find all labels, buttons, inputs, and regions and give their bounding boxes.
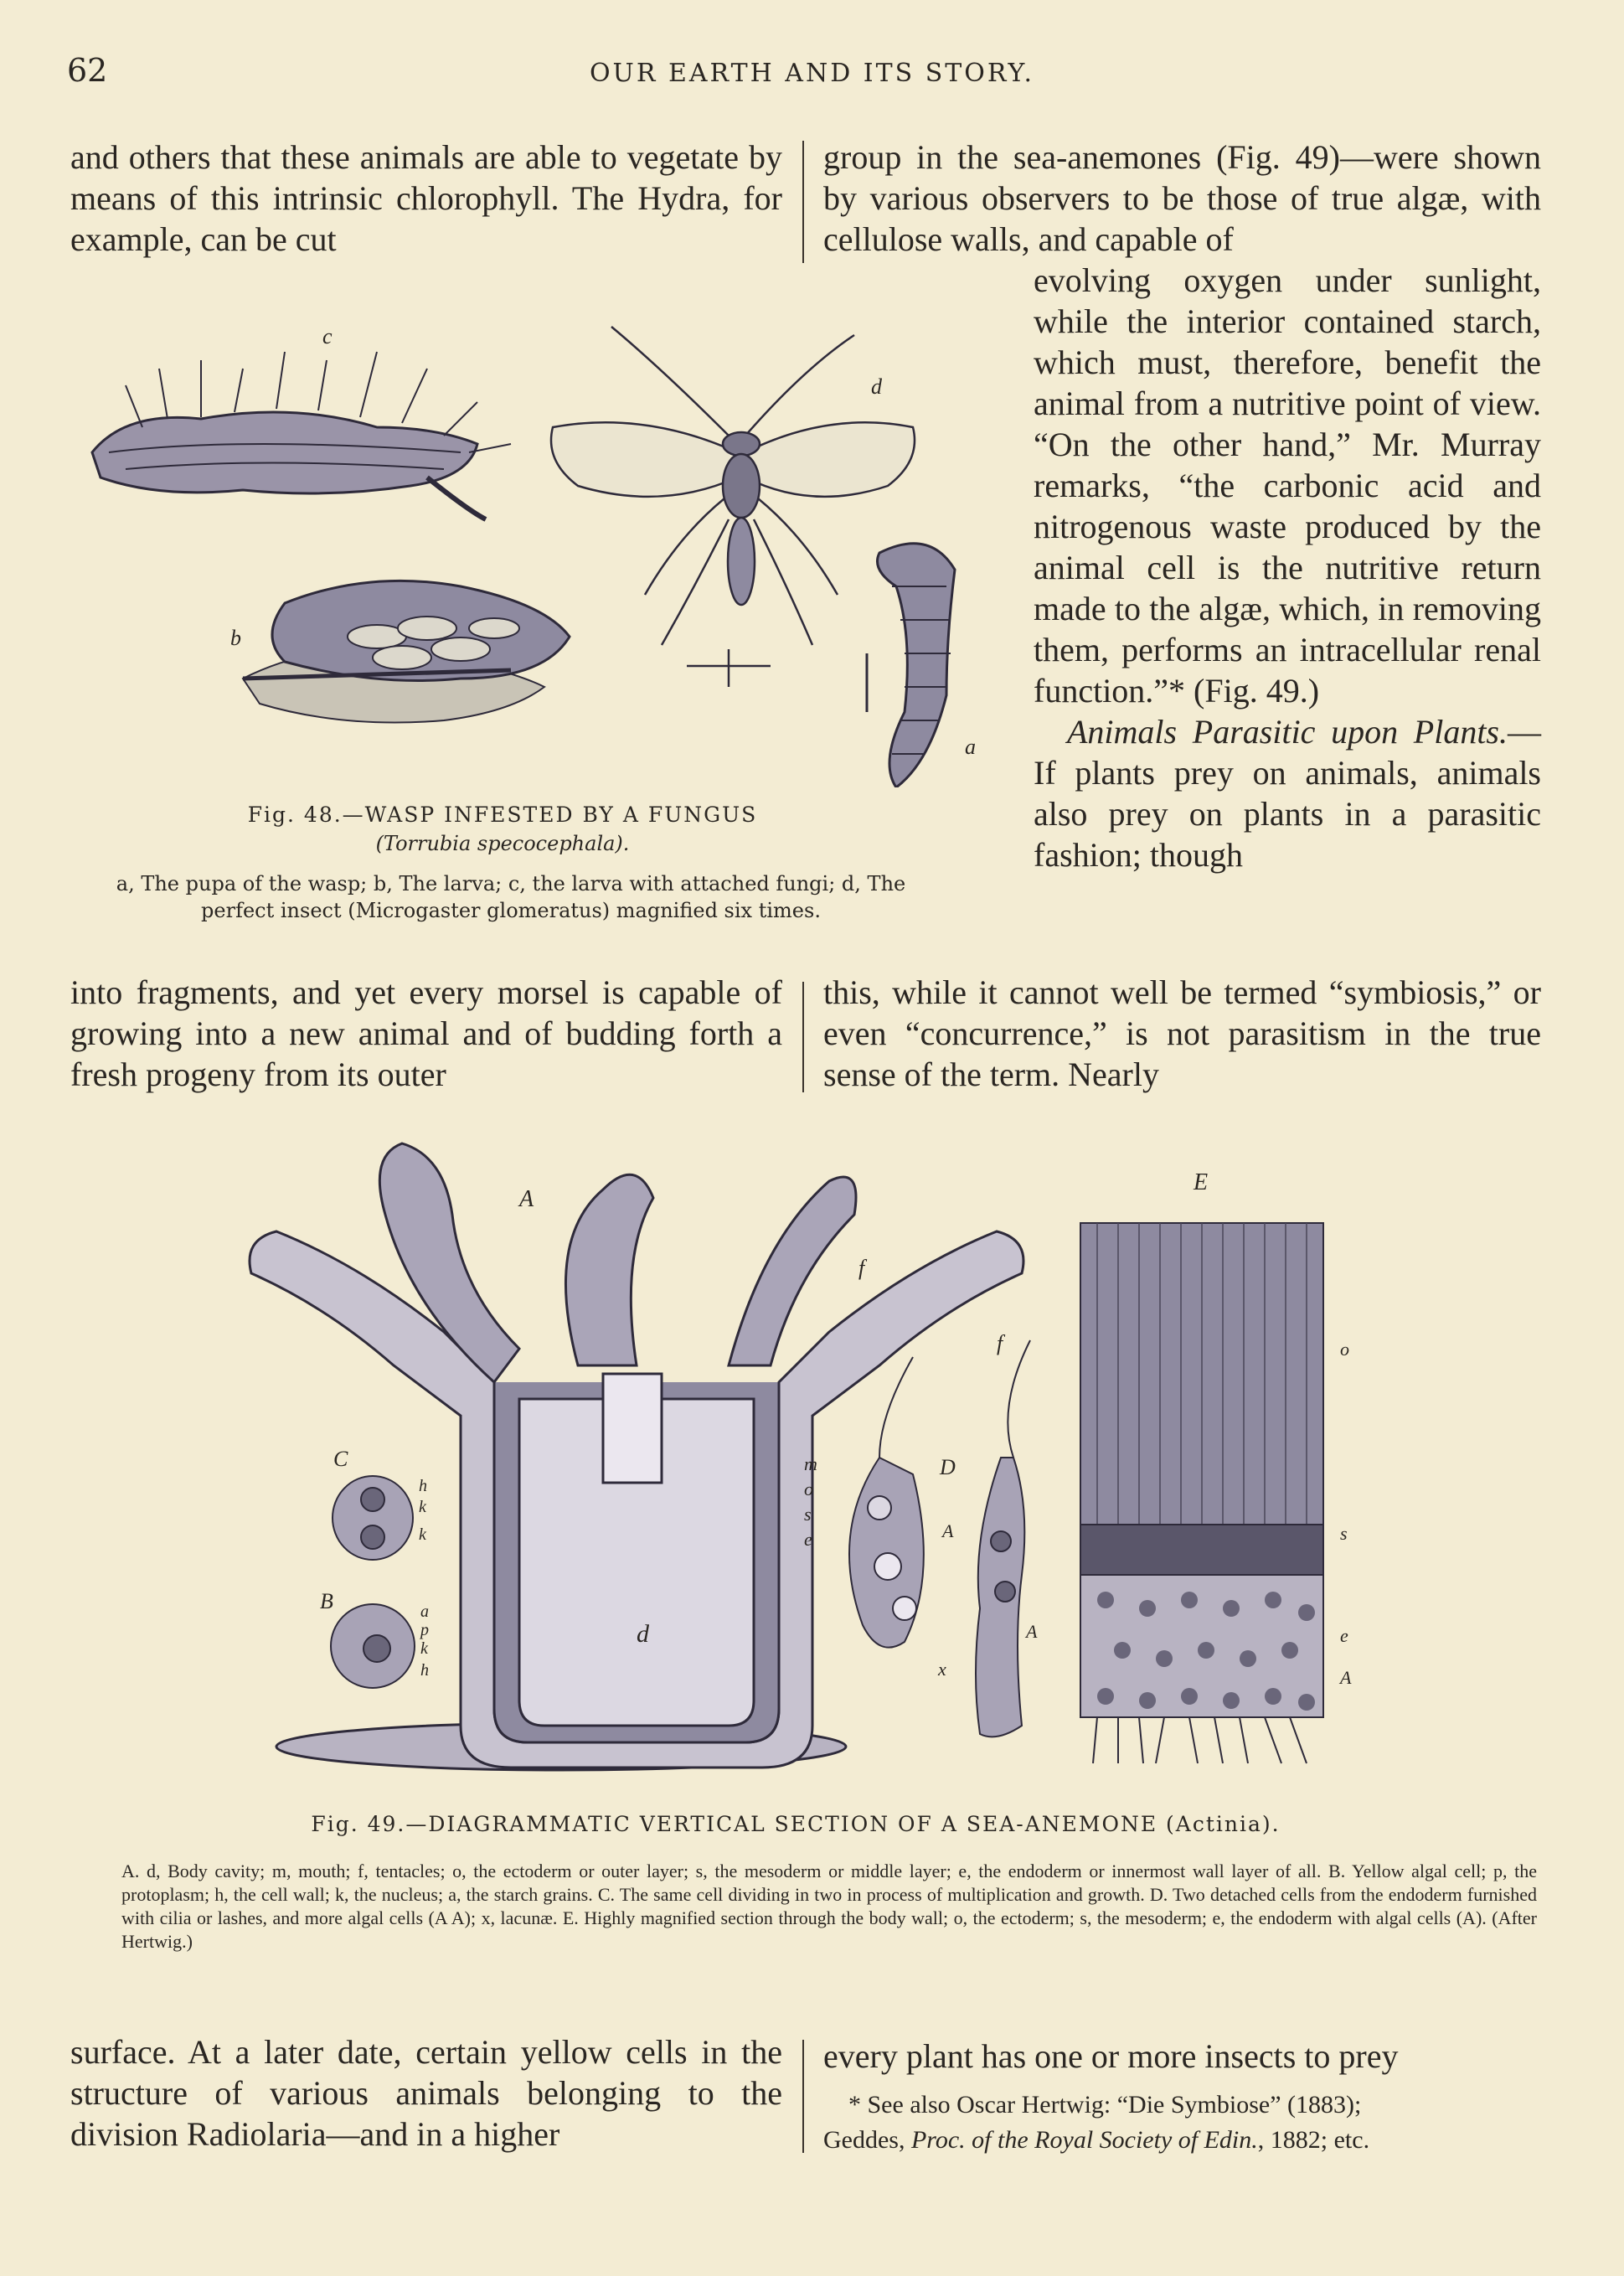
column-rule bbox=[802, 141, 804, 263]
label-d: d bbox=[637, 1620, 649, 1648]
label-E: E bbox=[1194, 1169, 1209, 1195]
fig49-caption-desc: A. d, Body cavity; m, mouth; f, tentacles; o, the ectoderm or outer layer; s, the mesoderm or middle layer; e, the endoderm or innermost wall layer of all. B. Yellow algal cell; p, the protoplasm; h, the cell wall; k, the nucleus; a, the starch grains. C. The same cell dividing in two in process of multiplication and growth. D. Two detached cells from the endoderm furnished with cilia or lashes, and more algal cells (A A); x, lacunæ. E. Highly magnified section through the body wall; o, the ectoderm; s, the mesoderm; e, the endoderm with algal cells (A). (After Hertwig.) bbox=[121, 1861, 1537, 1952]
label-D-A2: A bbox=[1026, 1621, 1038, 1642]
footnote bbox=[823, 2088, 1541, 2158]
left-column-bottom bbox=[70, 2031, 782, 2155]
label-s: s bbox=[804, 1504, 812, 1525]
footnote-line-1: * See also Oscar Hertwig: “Die Symbiose” (1883); bbox=[848, 2091, 1362, 2119]
page-number: 62 bbox=[67, 52, 108, 89]
label-C-k1: k bbox=[419, 1498, 426, 1516]
label-B-k: k bbox=[420, 1639, 428, 1658]
page-header bbox=[67, 52, 1557, 94]
fig48-caption-desc-2: perfect insect (Microgaster glomeratus) magnified six times. bbox=[201, 899, 821, 922]
right-column-side bbox=[1034, 260, 1541, 875]
label-D: D bbox=[940, 1455, 956, 1479]
footnote-author: Geddes, bbox=[823, 2126, 911, 2154]
label-E-A: A bbox=[1340, 1667, 1352, 1688]
larva-with-fungi-drawing bbox=[92, 352, 511, 519]
running-title: OUR EARTH AND ITS STORY. bbox=[589, 59, 1035, 88]
paragraph: into fragments, and yet every morsel is capable of growing into a new animal and of budding forth a fresh progeny from its outer bbox=[70, 973, 782, 1093]
paragraph: evolving oxygen under sunlight, while the interior contained starch, which must, therefore, benefit the animal from a nutritive point of view. “On the other hand,” Mr. Murray remarks, “the carbonic acid and nitrogenous waste produced by the animal cell is the nutritive return made to the algæ, which, in removing them, performs an intracellular renal function.”* (Fig. 49.) bbox=[1034, 261, 1541, 710]
larva-on-leaf-drawing bbox=[243, 581, 570, 722]
label-E-e: e bbox=[1340, 1625, 1348, 1646]
paragraph: this, while it cannot well be termed “symbiosis,” or even “concurrence,” is not parasitism in the true sense of the term. Nearly bbox=[823, 973, 1541, 1093]
fig48-caption-desc-1: a, The pupa of the wasp; b, The larva; c, the larva with attached fungi; d, The bbox=[116, 872, 906, 895]
paragraph: and others that these animals are able to vegetate by means of this intrinsic chlorophyll. The Hydra, for example, can be cut bbox=[70, 138, 782, 258]
label-o: o bbox=[804, 1479, 813, 1499]
wasp-drawing bbox=[551, 327, 915, 687]
footnote-line-2 bbox=[823, 2123, 1541, 2158]
label-f-2: f bbox=[997, 1331, 1003, 1355]
section-heading: Animals Parasitic upon Plants. bbox=[1067, 713, 1508, 751]
left-column-middle bbox=[70, 972, 782, 1095]
label-d: d bbox=[871, 374, 882, 399]
column-rule bbox=[802, 982, 804, 1092]
footnote-journal: Proc. of the Royal Society of Edin. bbox=[910, 2126, 1258, 2154]
paragraph-section bbox=[1034, 711, 1541, 875]
label-B-h: h bbox=[420, 1661, 429, 1680]
label-m: m bbox=[804, 1453, 817, 1474]
figure-48 bbox=[75, 318, 1013, 787]
right-column-top bbox=[823, 137, 1541, 260]
section-text: —If plants prey on animals, animals also prey on plants in a parasitic fashion; though bbox=[1034, 713, 1541, 874]
label-C-k2: k bbox=[419, 1525, 426, 1544]
fig48-illustration bbox=[75, 318, 1013, 787]
label-A: A bbox=[519, 1186, 534, 1212]
label-D-x: x bbox=[938, 1659, 946, 1680]
paragraph: surface. At a later date, certain yellow cells in the structure of various animals belonging to the division Radiolaria—and in a higher bbox=[70, 2033, 782, 2153]
left-column-top bbox=[70, 137, 782, 260]
paragraph: group in the sea-anemones (Fig. 49)—were shown by various observers to be those of true algæ, with cellulose walls, and capable of bbox=[823, 138, 1541, 258]
algal-cell-drawing bbox=[331, 1604, 415, 1688]
label-C: C bbox=[333, 1447, 348, 1471]
label-B-a: a bbox=[420, 1602, 429, 1621]
label-f-1: f bbox=[858, 1256, 865, 1280]
fig49-caption-title: Fig. 49.—DIAGRAMMATIC VERTICAL SECTION OF A SEA-ANEMONE (Actinia). bbox=[311, 1812, 1281, 1836]
paragraph: every plant has one or more insects to prey bbox=[823, 2037, 1399, 2075]
fig48-caption-subtitle: (Torrubia specocephala). bbox=[375, 832, 630, 855]
label-a: a bbox=[965, 735, 976, 759]
label-E-s: s bbox=[1340, 1523, 1348, 1544]
fig48-caption-title: Fig. 48.—WASP INFESTED BY A FUNGUS bbox=[247, 803, 758, 827]
label-B: B bbox=[320, 1589, 333, 1613]
label-c: c bbox=[322, 324, 333, 348]
column-rule bbox=[802, 2040, 804, 2153]
right-column-bottom bbox=[823, 2036, 1541, 2077]
label-B-p: p bbox=[420, 1621, 429, 1639]
fig49-illustration bbox=[243, 1139, 1390, 1793]
dividing-cell-drawing bbox=[333, 1476, 413, 1560]
body-wall-section-drawing bbox=[1080, 1223, 1323, 1763]
label-E-o: o bbox=[1340, 1339, 1349, 1360]
label-D-A1: A bbox=[942, 1520, 954, 1541]
right-column-middle bbox=[823, 972, 1541, 1095]
footnote-year: , 1882; etc. bbox=[1257, 2126, 1370, 2154]
figure-49 bbox=[243, 1139, 1390, 1793]
pupa-drawing bbox=[867, 544, 955, 787]
label-C-h: h bbox=[419, 1477, 427, 1495]
label-b: b bbox=[230, 626, 241, 650]
label-e: e bbox=[804, 1529, 812, 1550]
